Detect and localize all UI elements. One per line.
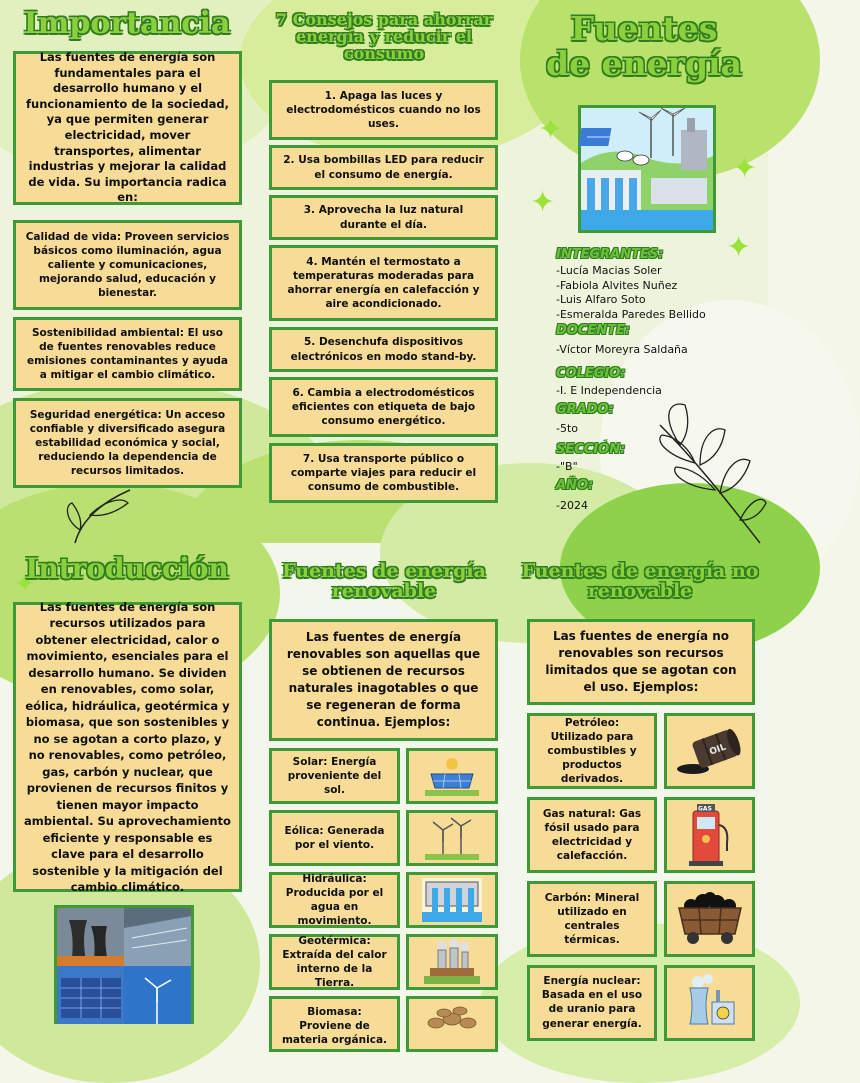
importancia-item-text: Sostenibilidad ambiental: El uso de fuentes renovables reduce emisiones contaminantes y ayuda a mitigar el cambio climático. (26, 326, 229, 382)
integrante-name: -Fabiola Alvites Nuñez (556, 278, 678, 292)
no-renovable-item-box (527, 797, 657, 873)
dam-icon (422, 878, 482, 922)
colegio-label: COLEGIO: (556, 366, 626, 381)
importancia-item-box (13, 398, 242, 488)
consejo-text: 3. Aprovecha la luz natural durante el día. (303, 204, 464, 231)
importancia-item-box (13, 220, 242, 310)
renovable-item-text: Biomasa: Proviene de materia orgánica. (281, 1006, 388, 1047)
energy-landscape-icon (581, 108, 713, 230)
importancia-item-text: Seguridad energética: Un acceso confiable y diversificado asegura estabilidad económica y social, reduciendo la dependencia de recursos limitados. (29, 408, 226, 478)
no-renovable-item-text: Carbón: Mineral utilizado en centrales térmicas. (544, 891, 640, 947)
hydro-icon-box (406, 872, 498, 928)
renovable-intro-box (269, 619, 498, 741)
renovable-title: Fuentes de energía renovable (282, 560, 486, 602)
consejo-box (269, 80, 498, 140)
consejo-text: 7. Usa transporte público o comparte viajes para reducir el consumo de combustible. (290, 452, 477, 494)
energy-illustration (578, 105, 716, 233)
importancia-item-box (13, 317, 242, 391)
importancia-intro-box (13, 51, 242, 205)
oil-icon-box (664, 713, 755, 789)
integrante-name: -Esmeralda Paredes Bellido (556, 307, 706, 321)
no-renovable-item-text: Petróleo: Utilizado para combustibles y productos derivados. (547, 716, 637, 786)
coal-icon-box (664, 881, 755, 957)
consejo-text: 5. Desenchufa dispositivos electrónicos en modo stand-by. (290, 336, 477, 363)
nuclear-plant-icon (682, 974, 738, 1026)
integrante-name: -Lucía Macias Soler (556, 264, 662, 277)
renovable-item-box (269, 996, 400, 1052)
energy-collage-icon (57, 908, 191, 1024)
solar-panel-icon (425, 756, 479, 796)
renovable-item-box (269, 810, 400, 866)
importancia-intro-text: Las fuentes de energía son fundamentales para el desarrollo humano y el funcionamiento de la sociedad, ya que permiten generar electricidad, mover transportes, alimentar industrias y mejorar la calidad de vida. Su importancia radica en: (26, 50, 229, 205)
introduccion-box (13, 599, 242, 894)
renovable-intro-text: Las fuentes de energía renovables son aquellas que se obtienen de recursos naturales inagotables o que se regeneran de forma continua. Ejemplos: (286, 630, 481, 729)
renovable-item-text: Hidráulica: Producida por el agua en movimiento. (285, 872, 384, 928)
integrantes-list (556, 264, 706, 322)
consejo-box (269, 443, 498, 503)
no-renovable-item-box (527, 713, 657, 789)
consejo-box (269, 195, 498, 240)
wind-turbine-icon (425, 816, 479, 860)
no-renovable-intro-box (527, 619, 755, 705)
renovable-item-text: Geotérmica: Extraída del calor interno de la Tierra. (282, 934, 387, 990)
no-renovable-item-text: Energía nuclear: Basada en el uso de uranio para generar energía. (541, 975, 643, 1030)
seccion-value: -"B" (556, 460, 578, 473)
sparkle-icon: ✦ (14, 569, 36, 599)
colegio-name: -I. E Independencia (556, 384, 662, 397)
renovable-item-box (269, 872, 400, 928)
gas-label: GAS (697, 805, 712, 813)
leaf-branch-icon (640, 395, 768, 543)
consejo-text: 2. Usa bombillas LED para reducir el consumo de energía. (283, 154, 484, 181)
sparkle-icon: ✦ (726, 230, 752, 265)
consejo-text: 1. Apaga las luces y electrodomésticos cuando no los uses. (286, 89, 481, 131)
no-renovable-item-text: Gas natural: Gas fósil usado para electricidad y calefacción. (542, 807, 642, 863)
consejo-text: 6. Cambia a electrodomésticos eficientes con etiqueta de bajo consumo energético. (291, 386, 476, 428)
no-renovable-title: Fuentes de energía no renovable (521, 560, 759, 602)
biomass-pellets-icon (424, 1003, 480, 1033)
geothermal-plant-icon (424, 940, 480, 984)
sparkle-icon: ✦ (538, 112, 564, 147)
introduccion-text: Las fuentes de energía son recursos utilizados para obtener electricidad, calor o movimiento, esenciales para el desarrollo humano. Se dividen en renovables, como solar, eólica, hidráulica, geotérmica y biomasa, que son sostenibles y no se agotan a corto plazo, y no renovables, como petróleo, gas, carbón y nuclear, que provienen de recursos finitos y tienen mayor impacto ambiental. Su aprovechamiento eficiente y responsable es clave para el desarrollo sostenible y la mitigación del cambio climático. (24, 599, 231, 894)
sparkle-icon: ✦ (530, 185, 556, 220)
renovable-item-text: Solar: Energía proveniente del sol. (287, 755, 382, 797)
anio-value: -2024 (556, 499, 588, 512)
biomass-icon-box (406, 996, 498, 1052)
grado-label: GRADO: (556, 402, 614, 417)
docente-label: DOCENTE: (556, 323, 631, 338)
anio-label: AÑO: (556, 478, 594, 493)
consejos-title: 7 Consejos para ahorrar energía y reducir el consumo (275, 10, 493, 63)
nuclear-icon-box (664, 965, 755, 1041)
energy-collage-image (54, 905, 194, 1024)
introduccion-title: Introducción (25, 552, 229, 585)
wind-icon-box (406, 810, 498, 866)
no-renovable-item-box (527, 881, 657, 957)
integrante-name: -Luis Alfaro Soto (556, 293, 646, 306)
leaf-branch-icon (60, 485, 140, 543)
barrel-label: OIL (707, 742, 727, 758)
portada-title: Fuentes de energía (546, 9, 742, 83)
solar-icon-box (406, 748, 498, 804)
oil-barrel-icon (675, 725, 745, 777)
no-renovable-item-box (527, 965, 657, 1041)
seccion-label: SECCIÓN: (556, 442, 626, 457)
consejo-box (269, 377, 498, 437)
consejo-box (269, 245, 498, 321)
integrantes-label: INTEGRANTES: (556, 247, 664, 262)
gas-pump-icon (685, 803, 735, 867)
coal-cart-icon (673, 890, 747, 948)
importancia-title: Importancia (23, 6, 231, 41)
consejo-text: 4. Mantén el termostato a temperaturas moderadas para ahorrar energía en calefacción y aire acondicionado. (287, 255, 480, 311)
renovable-item-box (269, 934, 400, 990)
sparkle-icon: ✦ (732, 151, 758, 186)
docente-name: -Víctor Moreyra Saldaña (556, 343, 688, 356)
renovable-item-text: Eólica: Generada por el viento. (284, 824, 385, 851)
renovable-item-box (269, 748, 400, 804)
no-renovable-intro-text: Las fuentes de energía no renovables son recursos limitados que se agotan con el uso. Ejemplos: (545, 629, 737, 694)
consejo-box (269, 327, 498, 372)
gas-icon-box (664, 797, 755, 873)
importancia-item-text: Calidad de vida: Proveen servicios básicos como iluminación, agua caliente y comunicaciones, mejorando salud, educación y bienestar. (25, 230, 230, 300)
grado-value: -5to (556, 422, 579, 435)
consejo-box (269, 145, 498, 190)
geothermal-icon-box (406, 934, 498, 990)
